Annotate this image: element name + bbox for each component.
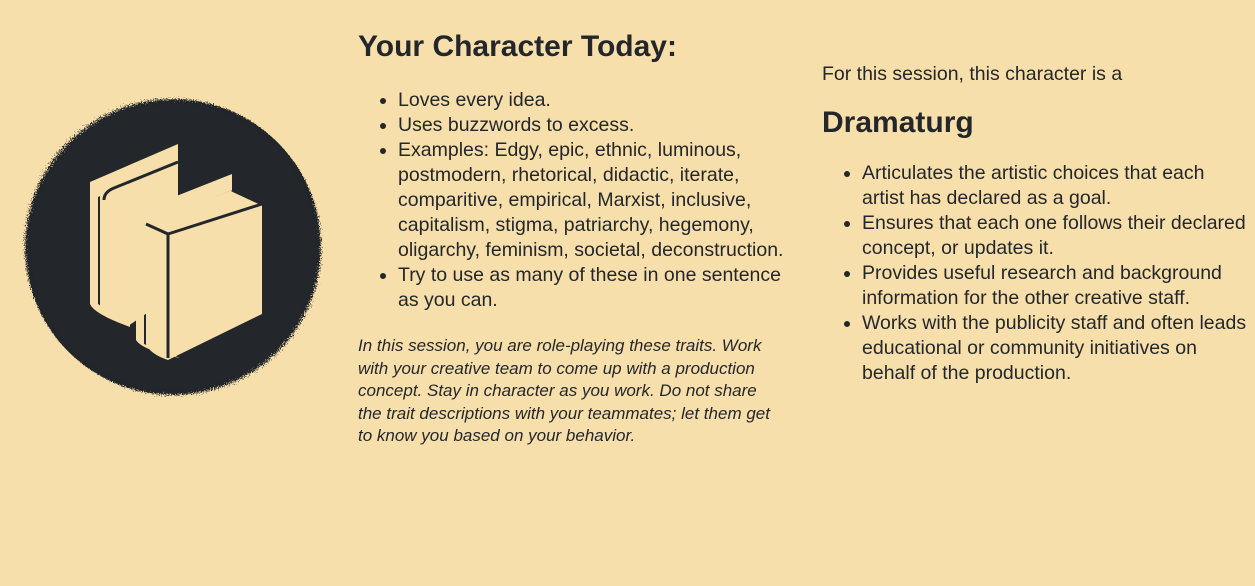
character-heading: Your Character Today: xyxy=(358,30,677,63)
trait-item: • Loves every idea. xyxy=(398,88,788,113)
books-logo xyxy=(18,92,328,402)
trait-item: • Examples: Edgy, epic, ethnic, luminous, postmodern, rhetorical, didactic, iterate, comparitive, empirical, Marxist, inclusive, capitalism, stigma, patriarchy, hegemony, oligarchy, feminism, societal, deconstruction. xyxy=(398,138,788,263)
duty-list xyxy=(822,161,1247,386)
duty-item: • Ensures that each one follows their declared concept, or updates it. xyxy=(862,211,1247,261)
duty-item: • Articulates the artistic choices that each artist has declared as a goal. xyxy=(862,161,1247,211)
character-column xyxy=(358,28,788,448)
role-column xyxy=(822,62,1247,386)
trait-list xyxy=(358,88,788,313)
duty-item: • Provides useful research and background information for the other creative staff. xyxy=(862,261,1247,311)
trait-item: • Uses buzzwords to excess. xyxy=(398,113,788,138)
duty-item: • Works with the publicity staff and often leads educational or community initiatives on behalf of the production. xyxy=(862,311,1247,386)
session-note: In this session, you are role-playing these traits. Work with your creative team to come up with a production concept. Stay in character as you work. Do not share the trait descriptions with your teammates; let them get to know you based on your behavior. xyxy=(358,336,770,445)
role-intro: For this session, this character is a xyxy=(822,63,1123,85)
trait-item: • Try to use as many of these in one sentence as you can. xyxy=(398,263,788,313)
role-title: Dramaturg xyxy=(822,106,974,139)
books-icon xyxy=(18,92,328,402)
